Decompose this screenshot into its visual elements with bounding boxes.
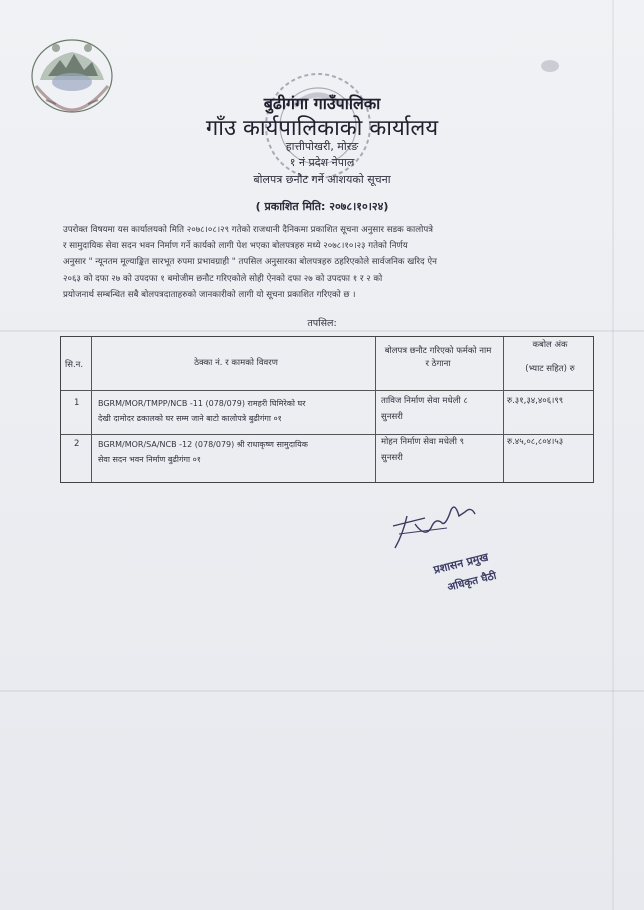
office-name: गाँउ कार्यपालिकाको कार्यालय: [205, 116, 439, 141]
row-1-contract-desc: देखी दामोदर ढकालको घर सम्म जाने बाटो कालोपत्रे बुढीगंगा ०१: [98, 414, 282, 423]
bid-selection-table: [60, 336, 594, 483]
row-2-sn: 2: [74, 439, 80, 449]
body-line: प्रयोजनार्थ सम्बन्धित सबै बोलपत्रदाताहरुको जानकारीको लागी यो सूचना प्रकाशित गरिएको छ ।: [63, 289, 356, 300]
publication-date: ( प्रकाशित मिति: २०७८।१०।२४): [255, 200, 389, 213]
body-line: अनुसार " न्यूनतम मूल्याङ्कित सारभूत रुपमा प्रभावग्राही " तपसिल अनुसारका बोलपत्रहरु ठहरिएकोले सार्वजनिक खरिद ऐन: [63, 257, 437, 268]
row-1-amount: रु.३१,३४,४०६।९९: [507, 396, 564, 406]
signatory-name: अधिकृत घैठी: [446, 569, 498, 594]
row-2-amount: रु.४५,०८,८०४।५३: [507, 437, 564, 447]
office-address: हात्तीपोखरी, मोरङ: [285, 140, 359, 153]
notice-body: [63, 222, 585, 303]
row-2-bidder-address: सुनसरी: [381, 453, 403, 463]
row-2-contract: BGRM/MOR/SA/NCB -12 (078/079) श्री राधाकृष्ण सामुदायिक: [98, 440, 308, 449]
header-bidder: बोलपत्र छनौट गरिएको फर्मको नाम र ठेगाना: [384, 346, 492, 369]
signatory-title: प्रशासन प्रमुख: [432, 550, 490, 577]
fold-line: [0, 330, 644, 332]
fold-line: [0, 690, 644, 692]
body-line: र सामुदायिक सेवा सदन भवन निर्माण गर्ने कार्यको लागी पेश भएका बोलपत्रहरु मध्ये २०७८।१०।२३ गतेको निर्णय: [63, 241, 408, 252]
body-line: २०६३ को दफा २७ को उपदफा १ बमोजीम छनौट गरिएकोले सोही ऐनको दफा २७ को उपदफा १ र २ को: [63, 273, 383, 284]
header-sn: सि.न.: [65, 360, 84, 370]
body-line: उपरोक्त विषयमा यस कार्यालयको मिति २०७८।०८।२९ गतेको राजधानी दैनिकमा प्रकाशित सूचना अनुसार सडक कालोपत्रे: [63, 225, 433, 235]
header-amount: कबोल अंक: [532, 340, 568, 350]
row-1-bidder-address: सुनसरी: [381, 412, 403, 422]
ink-smudge: [540, 58, 560, 74]
row-1-bidder: ताविज निर्माण सेवा मधेली ८: [381, 396, 468, 406]
row-1-contract: BGRM/MOR/TMPP/NCB -11 (078/079) रामहरी घिमिरेको घर: [98, 399, 306, 408]
province-name: १ नं प्रदेश नेपाल: [289, 156, 355, 169]
header-amount-vat: (भ्याट सहित) रु: [525, 364, 575, 374]
details-heading: तपसिल:: [307, 318, 337, 329]
row-2-bidder: मोहन निर्माण सेवा मधेली ९: [381, 437, 465, 447]
row-2-contract-desc: सेवा सदन भवन निर्माण बुढीगंगा ०१: [98, 455, 201, 464]
signature-icon: [385, 498, 485, 558]
municipality-name: बुढीगंगा गाउँपालिका: [263, 94, 381, 113]
header-contract: ठेक्का नं. र कामको विवरण: [194, 358, 278, 368]
row-1-sn: 1: [74, 398, 80, 408]
notice-title: बोलपत्र छनौट गर्ने आशयको सूचना: [253, 173, 391, 186]
